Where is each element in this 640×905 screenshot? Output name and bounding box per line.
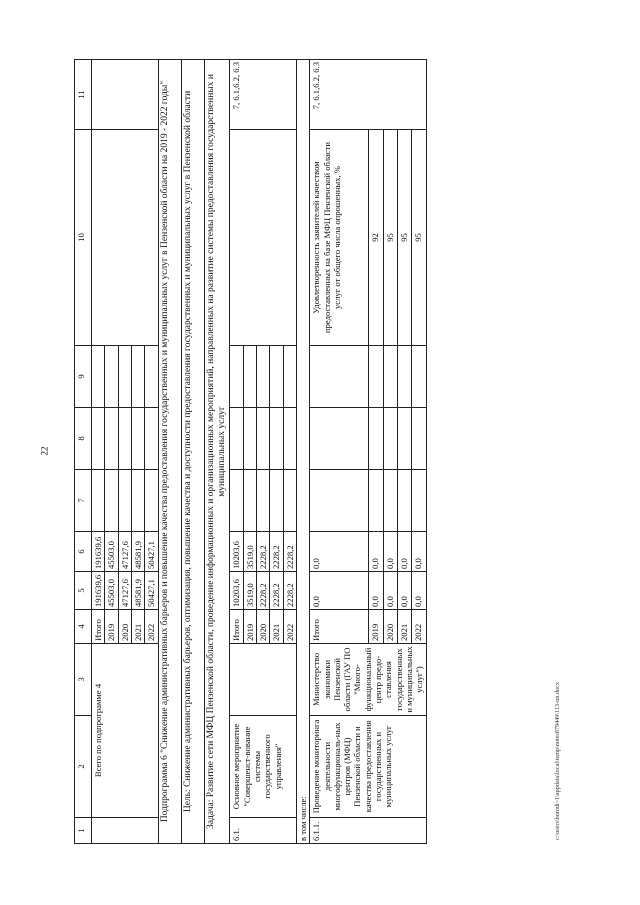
value-cell: 0,0 [369,572,383,610]
ref-cell: 7, 6.1,6.2, 6.3 [310,60,426,130]
year-cell: 2021 [397,610,411,644]
value-cell: 3519,0 [243,532,256,572]
value-cell: 0,0 [397,572,411,610]
footer-path: c:\users\borodi~1\appdata\local\temp\notes879449\113-nn.docx [554,682,561,840]
value-cell: 0,0 [310,532,369,572]
value-cell: 48581,9 [131,532,144,572]
value-cell: 0,0 [383,572,397,610]
rotated-page [70,52,570,852]
year-cell: Итого [310,610,369,644]
year-cell: 2019 [243,610,256,644]
year-cell: 2020 [383,610,397,644]
year-cell: 2022 [412,610,426,644]
executor-cell: Министерство экономики Пензенской области (ГАУ ПО "Много-функциональный центр предо-ставления государственных и муниципальных услуг") [310,644,426,716]
year-cell: 2019 [369,610,383,644]
total-indicator [92,130,159,346]
row-number: 6.1. [230,818,297,844]
indicator-value: 95 [412,130,426,346]
program-table [74,59,427,844]
header-cell: 4 [75,610,92,644]
header-cell: 11 [75,60,92,130]
subprogram-title: Подпрограмма 6 "Снижение административных барьеров и повышение качества предоставления государственных и муниципальных услуг в Пензенской области на 2019 - 2022 годы" [158,60,181,844]
measure-name: Основное мероприятие "Совершенст-вование системы государственного управления" [230,716,297,818]
value-cell: 0,0 [412,572,426,610]
year-cell: 2021 [131,610,144,644]
goal-row [181,60,204,844]
value-cell: 191639,6 [92,532,105,572]
header-cell: 3 [75,644,92,716]
indicator-cell [230,130,297,346]
total-ref [92,60,159,130]
task-text: Задача: Развитие сети МФЦ Пензенской области, проведение информационных и организационных мероприятий, направленных на развитие системы предоставления государственных и муниципальных услуг [204,60,230,844]
task-row [204,60,230,844]
subprogram-row [158,60,181,844]
value-cell: 191639,6 [92,572,105,610]
value-cell: 2228,2 [283,532,296,572]
value-cell: 0,0 [369,532,383,572]
goal-text: Цель: Снижение административных барьеров, оптимизация, повышение качества и доступности предоставления государственных и муниципальных услуг в Пензенской области [181,60,204,844]
value-cell: 3519,0 [243,572,256,610]
year-cell: 2019 [105,610,118,644]
value-cell: 2228,2 [256,532,269,572]
header-cell: 9 [75,346,92,408]
value-cell: 2228,2 [270,532,283,572]
header-cell: 8 [75,408,92,470]
header-cell: 1 [75,818,92,844]
value-cell: 48581,9 [131,572,144,610]
header-cell: 7 [75,470,92,532]
page-number: 22 [39,446,50,456]
indicator-value: 95 [383,130,397,346]
value-cell: 45503,0 [105,532,118,572]
measure-name: Проведение мониторинга деятельности многофункциональ-ных центров (МФЦ) Пензенской области и качества предоставления государственных и муниципальных услуг [310,716,426,818]
value-cell: 45503,0 [105,572,118,610]
year-cell: 2022 [145,610,158,644]
table-row [310,60,369,844]
executor-cell [230,644,297,716]
year-cell: Итого [230,610,243,644]
year-cell: 2021 [270,610,283,644]
year-cell: Итого [92,610,105,644]
year-cell: 2020 [256,610,269,644]
total-label: Всего по подпрограмме 4 [92,644,159,818]
header-cell: 5 [75,572,92,610]
header-row [75,60,92,844]
including-label: в том числе: [296,60,309,844]
value-cell: 50427,1 [145,572,158,610]
total-num [92,818,159,844]
value-cell: 0,0 [397,532,411,572]
year-cell: 2020 [118,610,131,644]
value-cell: 50427,1 [145,532,158,572]
table-row [92,60,105,844]
ref-cell: 7, 6.1,6.2, 6.3 [230,60,297,130]
including-row [296,60,309,844]
value-cell: 47127,6 [118,572,131,610]
value-cell: 0,0 [412,532,426,572]
value-cell: 10203,6 [230,532,243,572]
table-row [230,60,243,844]
value-cell: 2228,2 [256,572,269,610]
indicator-value: 92 [369,130,383,346]
header-cell: 10 [75,130,92,346]
year-cell: 2022 [283,610,296,644]
row-number: 6.1.1. [310,818,426,844]
header-cell: 6 [75,532,92,572]
value-cell: 47127,6 [118,532,131,572]
header-cell: 2 [75,716,92,818]
indicator-value: 95 [397,130,411,346]
value-cell: 2228,2 [270,572,283,610]
indicator-cell: Удовлетворенность заявителей качеством предоставленных на базе МФЦ Пензенской области услуг от общего числа опрошенных, % [310,130,369,346]
value-cell: 0,0 [310,572,369,610]
value-cell: 10203,6 [230,572,243,610]
value-cell: 0,0 [383,532,397,572]
value-cell: 2228,2 [283,572,296,610]
